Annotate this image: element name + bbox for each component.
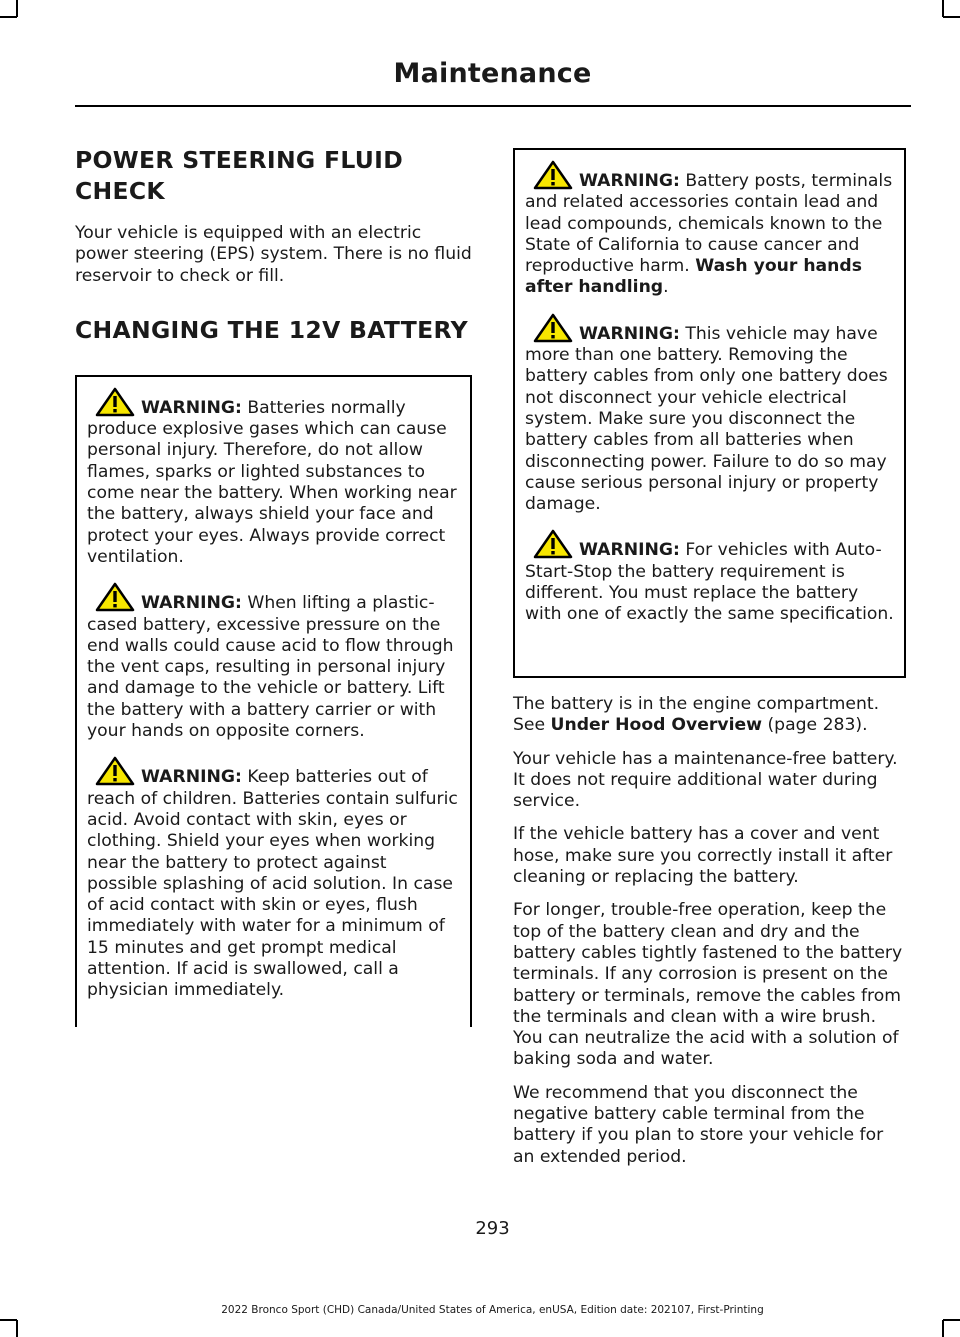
- warning-text: Keep batteries out of reach of children. Batteries contain sulfuric acid. Avoid contact with skin, eyes or clothing. Shield your eyes when working near the battery to protect against possible splashing of acid solution. In case of acid contact with skin or eyes, flush immediately with water for a minimum of 15 minutes and get prompt medical attention. If acid is swallowed, call a physician immediately.: [87, 767, 458, 1001]
- warning-text: This vehicle may have more than one battery. Removing the battery cables from only one battery does not disconnect your vehicle electrical system. Make sure you disconnect the battery cables from all batteries when disconnecting power. Failure to do so may cause serious personal injury or property damage.: [525, 323, 888, 515]
- warning-auto-start-stop: [525, 529, 896, 625]
- warning-text: Battery posts, terminals and related accessories contain lead and lead compounds, chemicals known to the State of California to cause cancer and reproductive harm.: [525, 171, 893, 277]
- warning-label: WARNING:: [579, 323, 680, 344]
- edition-footer: 2022 Bronco Sport (CHD) Canada/United States of America, enUSA, Edition date: 202107, First-Printing: [221, 1304, 764, 1316]
- under-hood-overview-link[interactable]: Under Hood Overview: [550, 715, 763, 736]
- crop-mark-top-right-h: [943, 16, 960, 18]
- warning-plastic-cased: [87, 582, 462, 742]
- cover-vent-paragraph: If the vehicle battery has a cover and vent hose, make sure you correctly install it after cleaning or replacing the battery.: [513, 824, 893, 888]
- crop-mark-top-left: [16, 0, 18, 17]
- warning-emphasis: Wash your hands after handling: [525, 256, 862, 298]
- warning-end: .: [663, 277, 669, 298]
- warning-label: WARNING:: [141, 593, 242, 614]
- crop-mark-bottom-left: [16, 1320, 18, 1337]
- page-number: 293: [475, 1218, 510, 1239]
- power-steering-paragraph: Your vehicle is equipped with an electric power steering (EPS) system. There is no fluid reservoir to check or fill.: [75, 223, 472, 286]
- maintenance-free-paragraph: Your vehicle has a maintenance-free battery. It does not require additional water during service.: [513, 748, 898, 812]
- warning-triangle-icon: [95, 387, 135, 417]
- warning-triangle-icon: [95, 756, 135, 786]
- warning-label: WARNING:: [579, 540, 680, 561]
- warning-text: Batteries normally produce explosive gases which can cause personal injury. Therefore, do not allow flames, sparks or lighted substances to come near the battery. When working near the battery, always shield your face and protect your eyes. Always provide correct ventilation.: [87, 397, 457, 567]
- warning-box-right: [513, 148, 906, 678]
- crop-mark-top-left-h: [0, 16, 17, 18]
- warning-text: For vehicles with Auto-Start-Stop the battery requirement is different. You must replace the battery with one of exactly the same specification.: [525, 540, 894, 625]
- warning-text: When lifting a plastic-cased battery, excessive pressure on the end walls could cause acid to flow through the vent caps, resulting in personal injury and damage to the vehicle or battery. Lift the battery with a battery carrier or with your hands on opposite corners.: [87, 593, 454, 742]
- battery-location-paragraph: [513, 694, 906, 737]
- section-heading-power-steering: POWER STEERING FLUID CHECK: [75, 146, 404, 205]
- page-reference: (page 283).: [762, 715, 868, 736]
- right-column: [513, 148, 906, 1168]
- left-column: [75, 145, 472, 1027]
- battery-location-text: The battery is in the engine compartment. See: [513, 694, 880, 736]
- warning-label: WARNING:: [141, 767, 242, 788]
- crop-mark-bottom-left-h: [0, 1319, 17, 1321]
- warning-triangle-icon: [95, 582, 135, 612]
- warning-multiple-batteries: [525, 313, 896, 516]
- warning-keep-from-children: [87, 756, 462, 1001]
- page-title: Maintenance: [393, 58, 592, 89]
- warning-triangle-icon: [533, 313, 573, 343]
- header-divider: [75, 105, 911, 107]
- warning-label: WARNING:: [141, 397, 242, 418]
- warning-lead-compounds: [525, 160, 896, 299]
- warning-triangle-icon: [533, 160, 573, 190]
- warning-box-left: [75, 375, 472, 1027]
- crop-mark-bottom-right-h: [943, 1319, 960, 1321]
- crop-mark-top-right: [942, 0, 944, 17]
- crop-mark-bottom-right: [942, 1320, 944, 1337]
- warning-label: WARNING:: [579, 171, 680, 191]
- trouble-free-paragraph: For longer, trouble-free operation, keep the top of the battery clean and dry and the battery cables tightly fastened to the battery terminals. If any corrosion is present on the battery or terminals, remove the cables from the terminals and clean with a wire brush. You can neutralize the acid with a solution of baking soda and water.: [513, 900, 903, 1070]
- section-heading-changing-battery: CHANGING THE 12V BATTERY: [75, 315, 468, 344]
- warning-explosive-gases: [87, 387, 462, 568]
- disconnect-paragraph: We recommend that you disconnect the negative battery cable terminal from the battery if you plan to store your vehicle for an extended period.: [513, 1082, 884, 1167]
- warning-triangle-icon: [533, 529, 573, 559]
